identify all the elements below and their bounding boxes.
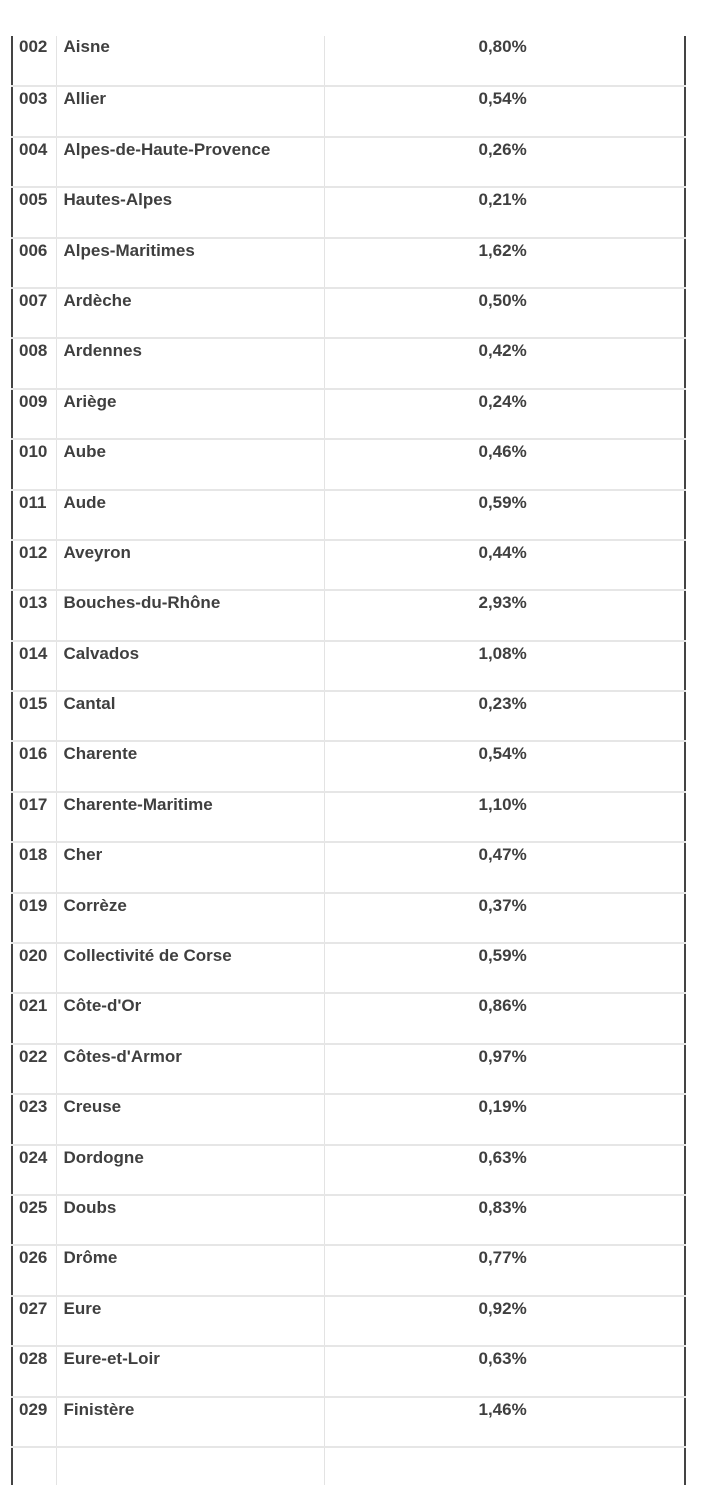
- table-row: [12, 893, 685, 943]
- empty-cell-code: [12, 1447, 56, 1485]
- department-name: Allier: [63, 89, 107, 109]
- department-share: 0,47%: [478, 845, 527, 865]
- department-code: 006: [19, 240, 48, 260]
- department-name-cell: [56, 389, 324, 439]
- table-row: [12, 590, 685, 640]
- department-name: Collectivité de Corse: [63, 946, 232, 966]
- department-name: Alpes-de-Haute-Provence: [63, 139, 271, 159]
- department-share-cell: [324, 1145, 685, 1195]
- department-share: 0,24%: [478, 391, 527, 411]
- department-name-cell: [56, 691, 324, 741]
- table-row: [12, 439, 685, 489]
- department-name-cell: [56, 439, 324, 489]
- department-name: Aisne: [63, 37, 110, 56]
- department-name-cell: [56, 338, 324, 388]
- department-share: 1,10%: [478, 794, 527, 814]
- department-code: 020: [19, 946, 48, 966]
- department-share-cell: [324, 338, 685, 388]
- department-share: 0,21%: [478, 190, 527, 210]
- department-name-cell: [56, 641, 324, 691]
- department-share: 1,08%: [478, 643, 527, 663]
- table-row: [12, 1195, 685, 1245]
- department-code-cell: [12, 893, 56, 943]
- department-name-cell: [56, 1245, 324, 1295]
- department-code: 002: [19, 37, 48, 56]
- department-name: Charente-Maritime: [63, 794, 213, 814]
- department-share-cell: [324, 187, 685, 237]
- department-name: Cher: [63, 845, 103, 865]
- department-share: 0,54%: [478, 744, 527, 764]
- department-code: 007: [19, 290, 48, 310]
- department-code-cell: [12, 1145, 56, 1195]
- department-code: 010: [19, 442, 48, 462]
- department-name-cell: [56, 36, 324, 86]
- department-name-cell: [56, 1346, 324, 1396]
- department-code-cell: [12, 641, 56, 691]
- department-code-cell: [12, 1296, 56, 1346]
- department-share: 0,54%: [478, 89, 527, 109]
- department-code-cell: [12, 439, 56, 489]
- department-name-cell: [56, 943, 324, 993]
- department-code: 026: [19, 1248, 48, 1268]
- table-row: [12, 490, 685, 540]
- department-share-cell: [324, 137, 685, 187]
- department-name-cell: [56, 137, 324, 187]
- department-name-cell: [56, 187, 324, 237]
- department-code: 019: [19, 895, 48, 915]
- department-share-cell: [324, 36, 685, 86]
- table-row: [12, 641, 685, 691]
- department-name: Drôme: [63, 1248, 118, 1268]
- department-share-cell: [324, 590, 685, 640]
- department-share: 1,62%: [478, 240, 527, 260]
- department-share-cell: [324, 842, 685, 892]
- department-code-cell: [12, 86, 56, 136]
- department-name-cell: [56, 490, 324, 540]
- table-row: [12, 389, 685, 439]
- table-row: [12, 741, 685, 791]
- department-code-cell: [12, 338, 56, 388]
- department-code: 029: [19, 1399, 48, 1419]
- department-share: 0,80%: [478, 37, 527, 56]
- department-code: 008: [19, 341, 48, 361]
- department-code-cell: [12, 137, 56, 187]
- department-share-cell: [324, 86, 685, 136]
- department-code-cell: [12, 187, 56, 237]
- department-code: 013: [19, 593, 48, 613]
- department-name-cell: [56, 893, 324, 943]
- department-share: 0,50%: [478, 290, 527, 310]
- department-name-cell: [56, 1195, 324, 1245]
- department-name-cell: [56, 1145, 324, 1195]
- department-name-cell: [56, 993, 324, 1043]
- department-name: Aude: [63, 492, 106, 512]
- department-name: Doubs: [63, 1197, 117, 1217]
- table-row: [12, 1346, 685, 1396]
- table-row: [12, 238, 685, 288]
- department-name-cell: [56, 792, 324, 842]
- department-name: Ardennes: [63, 341, 142, 361]
- department-table-container: [11, 36, 686, 1485]
- department-share: 0,86%: [478, 996, 527, 1016]
- department-share: 1,46%: [478, 1399, 527, 1419]
- department-name: Finistère: [63, 1399, 135, 1419]
- department-share: 0,19%: [478, 1097, 527, 1117]
- department-share: 0,42%: [478, 341, 527, 361]
- department-share-cell: [324, 641, 685, 691]
- department-code-cell: [12, 691, 56, 741]
- department-code-cell: [12, 943, 56, 993]
- department-name: Charente: [63, 744, 138, 764]
- department-share: 0,46%: [478, 442, 527, 462]
- department-name: Hautes-Alpes: [63, 190, 173, 210]
- department-code-cell: [12, 490, 56, 540]
- table-row: [12, 1094, 685, 1144]
- department-name-cell: [56, 1044, 324, 1094]
- department-name-cell: [56, 1296, 324, 1346]
- department-share: 0,59%: [478, 946, 527, 966]
- department-share: 0,37%: [478, 895, 527, 915]
- department-code-cell: [12, 389, 56, 439]
- department-name: Corrèze: [63, 895, 127, 915]
- department-share-cell: [324, 1094, 685, 1144]
- department-code: 014: [19, 643, 48, 663]
- department-name-cell: [56, 86, 324, 136]
- department-code-cell: [12, 540, 56, 590]
- department-share-cell: [324, 389, 685, 439]
- department-share-cell: [324, 238, 685, 288]
- department-share: 0,92%: [478, 1298, 527, 1318]
- department-name-cell: [56, 540, 324, 590]
- department-share: 0,26%: [478, 139, 527, 159]
- department-code: 011: [19, 492, 47, 512]
- table-row-empty: [12, 1447, 685, 1485]
- department-code: 018: [19, 845, 48, 865]
- table-row: [12, 842, 685, 892]
- department-share: 0,63%: [478, 1147, 527, 1167]
- department-share: 0,97%: [478, 1046, 527, 1066]
- department-name-cell: [56, 238, 324, 288]
- department-code-cell: [12, 288, 56, 338]
- empty-cell-value: [324, 1447, 685, 1485]
- department-code: 021: [19, 996, 48, 1016]
- table-row: [12, 1397, 685, 1447]
- department-code: 024: [19, 1147, 48, 1167]
- department-name-cell: [56, 590, 324, 640]
- table-row: [12, 540, 685, 590]
- table-row: [12, 187, 685, 237]
- table-row: [12, 1245, 685, 1295]
- table-row: [12, 86, 685, 136]
- department-name: Eure: [63, 1298, 102, 1318]
- table-row: [12, 338, 685, 388]
- department-name: Cantal: [63, 694, 116, 714]
- department-table-body: [12, 36, 685, 1485]
- department-name: Dordogne: [63, 1147, 144, 1167]
- department-share-cell: [324, 741, 685, 791]
- department-name: Aube: [63, 442, 106, 462]
- department-share-cell: [324, 893, 685, 943]
- department-code-cell: [12, 1346, 56, 1396]
- department-share-cell: [324, 1044, 685, 1094]
- department-code: 027: [19, 1298, 48, 1318]
- department-name: Ariège: [63, 391, 117, 411]
- department-code-cell: [12, 1245, 56, 1295]
- department-share-cell: [324, 490, 685, 540]
- department-name: Bouches-du-Rhône: [63, 593, 221, 613]
- department-share-cell: [324, 792, 685, 842]
- department-code-cell: [12, 741, 56, 791]
- department-code: 003: [19, 89, 48, 109]
- department-code-cell: [12, 36, 56, 86]
- empty-cell-name: [56, 1447, 324, 1485]
- department-code: 022: [19, 1046, 48, 1066]
- table-row: [12, 1145, 685, 1195]
- department-code: 015: [19, 694, 48, 714]
- department-name: Calvados: [63, 643, 140, 663]
- department-share-cell: [324, 288, 685, 338]
- department-code: 025: [19, 1197, 48, 1217]
- department-code-cell: [12, 238, 56, 288]
- department-share-cell: [324, 943, 685, 993]
- department-code: 023: [19, 1097, 48, 1117]
- department-code: 004: [19, 139, 48, 159]
- department-share: 0,44%: [478, 542, 527, 562]
- department-name-cell: [56, 1397, 324, 1447]
- department-name: Alpes-Maritimes: [63, 240, 195, 260]
- department-table: [11, 36, 686, 1485]
- department-share: 0,77%: [478, 1248, 527, 1268]
- department-code: 012: [19, 542, 48, 562]
- department-code: 005: [19, 190, 48, 210]
- department-name: Ardèche: [63, 290, 132, 310]
- department-share-cell: [324, 993, 685, 1043]
- department-share-cell: [324, 691, 685, 741]
- department-name-cell: [56, 1094, 324, 1144]
- department-code-cell: [12, 1397, 56, 1447]
- table-row: [12, 943, 685, 993]
- department-name-cell: [56, 842, 324, 892]
- department-code: 028: [19, 1349, 48, 1369]
- department-share: 2,93%: [478, 593, 527, 613]
- department-name: Creuse: [63, 1097, 122, 1117]
- department-code: 009: [19, 391, 48, 411]
- department-name-cell: [56, 288, 324, 338]
- department-code-cell: [12, 842, 56, 892]
- department-code-cell: [12, 792, 56, 842]
- department-share-cell: [324, 540, 685, 590]
- table-row: [12, 792, 685, 842]
- department-name-cell: [56, 741, 324, 791]
- department-share-cell: [324, 1346, 685, 1396]
- department-code-cell: [12, 1094, 56, 1144]
- table-row: [12, 1296, 685, 1346]
- department-name: Côtes-d'Armor: [63, 1046, 182, 1066]
- department-name: Côte-d'Or: [63, 996, 142, 1016]
- table-row: [12, 137, 685, 187]
- department-name: Aveyron: [63, 542, 131, 562]
- department-code-cell: [12, 590, 56, 640]
- department-share-cell: [324, 439, 685, 489]
- department-share: 0,23%: [478, 694, 527, 714]
- table-row: [12, 691, 685, 741]
- department-name: Eure-et-Loir: [63, 1349, 160, 1369]
- table-row: [12, 288, 685, 338]
- department-code: 017: [19, 794, 48, 814]
- department-share-cell: [324, 1397, 685, 1447]
- table-row: [12, 993, 685, 1043]
- department-share-cell: [324, 1195, 685, 1245]
- department-share: 0,63%: [478, 1349, 527, 1369]
- department-code: 016: [19, 744, 48, 764]
- department-code-cell: [12, 993, 56, 1043]
- department-code-cell: [12, 1195, 56, 1245]
- table-row: [12, 36, 685, 86]
- table-row: [12, 1044, 685, 1094]
- department-share: 0,83%: [478, 1197, 527, 1217]
- department-share-cell: [324, 1296, 685, 1346]
- department-code-cell: [12, 1044, 56, 1094]
- department-share-cell: [324, 1245, 685, 1295]
- department-share: 0,59%: [478, 492, 527, 512]
